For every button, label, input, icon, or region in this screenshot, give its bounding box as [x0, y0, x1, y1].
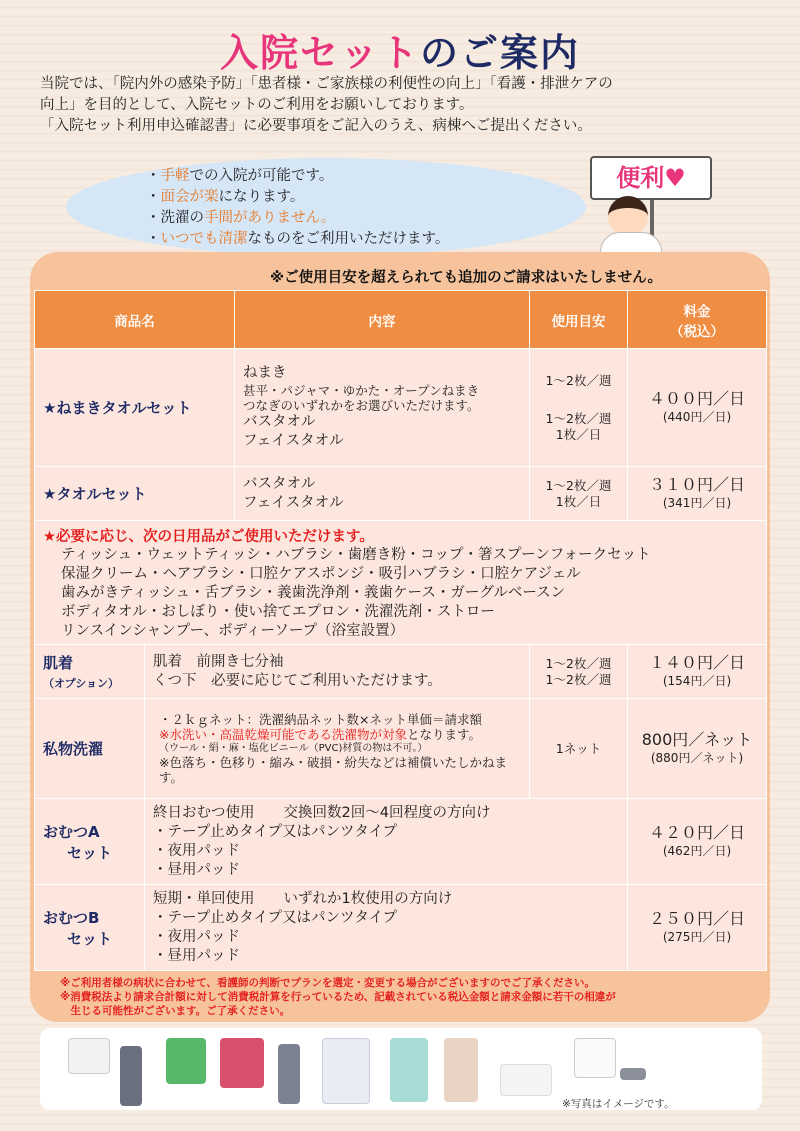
- benefit-item: ・いつでも清潔なものをご利用いただけます。: [146, 231, 450, 247]
- benefit-item: ・面会が楽になります。: [146, 189, 305, 205]
- table-row: [35, 349, 767, 467]
- intro-text: 当院では、「院内外の感染予防」「患者様・ご家族様の利便性の向上」「看護・排泄ケアの 向上」を目的として、入院セットのご利用をお願いしております。 「入院セット利用申込確認書」に必要事項をご記入のうえ、病棟へご提出ください。: [40, 76, 613, 134]
- pants-icon: [120, 1046, 142, 1106]
- usage-guide: 1ネット: [530, 699, 628, 799]
- page-title: 入院セットのご案内: [219, 31, 581, 75]
- socks-icon: [620, 1068, 646, 1080]
- undershirt-icon: [574, 1038, 616, 1078]
- product-content: ・２ｋｇネット：洗濯納品ネット数×ネット単価＝請求額 ※水洗い・高温乾燥可能である洗濯物が対象となります。 （ウール・絹・麻・塩化ビニール（PVC)材質の物は不可。） ※色落ち・色移り・縮み・破損・紛失などは補償いたしかねます。: [145, 699, 530, 799]
- jumpsuit-icon: [444, 1038, 478, 1102]
- product-name: ★タオルセット: [35, 467, 235, 521]
- table-row: [35, 645, 767, 699]
- footnotes: ※ご利用者様の病状に合わせて、看護師の判断でプランを選定・変更する場合がございますのでご了承ください。 ※消費税法より請求合計額に対して消費税計算を行っているため、記載されている税込金額と請求金額に若干の相違が 生じる可能性がございます。ご了承ください。: [60, 977, 616, 1017]
- product-content: 終日おむつ使用 交換回数2回～4回程度の方向け ・テープ止めタイプ又はパンツタイプ ・夜用パッド ・昼用パッド: [145, 799, 628, 885]
- price: １４０円／日 (154円／日): [628, 645, 767, 699]
- price: ４２０円／日 (462円／日): [628, 799, 767, 885]
- table-row: [35, 799, 767, 885]
- product-content: 短期・単回使用 いずれか1枚使用の方向け ・テープ止めタイプ又はパンツタイプ ・夜用パッド ・昼用パッド: [145, 885, 628, 971]
- product-name: 肌着 （オプション）: [35, 645, 145, 699]
- product-name: おむつA セット: [35, 799, 145, 885]
- daily-items: ★必要に応じ、次の日用品がご使用いただけます。 ティッシュ・ウェットティッシ・ハブラシ・歯磨き粉・コップ・箸スプーンフォークセット 保湿クリーム・ヘアブラシ・口腔ケアスポンジ・吸引ハブラシ・口腔ケアジェル 歯みがきティッシュ・舌ブラシ・義歯洗浄剤・義歯ケース・ガーグルベースン ボディタオル・おしぼり・使い捨てエプロン・洗濯洗剤・ストロー リンスインシャンプー、ボディーソープ（浴室設置）: [35, 521, 767, 645]
- table-row: [35, 467, 767, 521]
- towels-icon: [500, 1064, 552, 1096]
- table-header-row: [35, 291, 767, 349]
- pricing-table: [34, 290, 767, 971]
- benefits-list: [146, 166, 449, 250]
- price: 800円／ネット (880円／ネット): [628, 699, 767, 799]
- benefit-item: ・洗濯の手間がありません。: [146, 210, 336, 226]
- nurse-illustration-icon: [608, 196, 648, 236]
- product-name: おむつB セット: [35, 885, 145, 971]
- grey-pants-icon: [278, 1044, 300, 1104]
- usage-guide: 1～2枚／週 1枚／日: [530, 467, 628, 521]
- convenient-sign: 便利♥: [590, 156, 712, 200]
- product-content: バスタオル フェイスタオル: [235, 467, 530, 521]
- header-content: 内容: [235, 291, 530, 349]
- green-top-icon: [166, 1038, 206, 1084]
- table-row: [35, 885, 767, 971]
- usage-guide: 1～2枚／週 1～2枚／週 1枚／日: [530, 349, 628, 467]
- product-content: 肌着 前開き七分袖 くつ下 必要に応じてご利用いただけます。: [145, 645, 530, 699]
- header-price: 料金 （税込）: [628, 291, 767, 349]
- benefit-item: ・手軽での入院が可能です。: [146, 168, 334, 184]
- product-name: 私物洗濯: [35, 699, 145, 799]
- usage-notice: ※ご使用目安を超えられても追加のご請求はいたしません。: [270, 270, 662, 286]
- header-product: 商品名: [35, 291, 235, 349]
- gown-icon: [322, 1038, 370, 1104]
- shirt-icon: [68, 1038, 110, 1074]
- mint-gown-icon: [390, 1038, 428, 1102]
- price: ４００円／日 (440円／日): [628, 349, 767, 467]
- pink-top-icon: [220, 1038, 264, 1088]
- table-row: [35, 699, 767, 799]
- price: ２５０円／日 (275円／日): [628, 885, 767, 971]
- usage-guide: 1～2枚／週 1～2枚／週: [530, 645, 628, 699]
- header-usage: 使用目安: [530, 291, 628, 349]
- photo-caption: ※写真はイメージです。: [562, 1098, 675, 1110]
- price: ３１０円／日 (341円／日): [628, 467, 767, 521]
- daily-items-row: [35, 521, 767, 645]
- product-name: ★ねまきタオルセット: [35, 349, 235, 467]
- product-content: ねまき 甚平・パジャマ・ゆかた・オープンねまき つなぎのいずれかをお選びいただけます。 バスタオル フェイスタオル: [235, 349, 530, 467]
